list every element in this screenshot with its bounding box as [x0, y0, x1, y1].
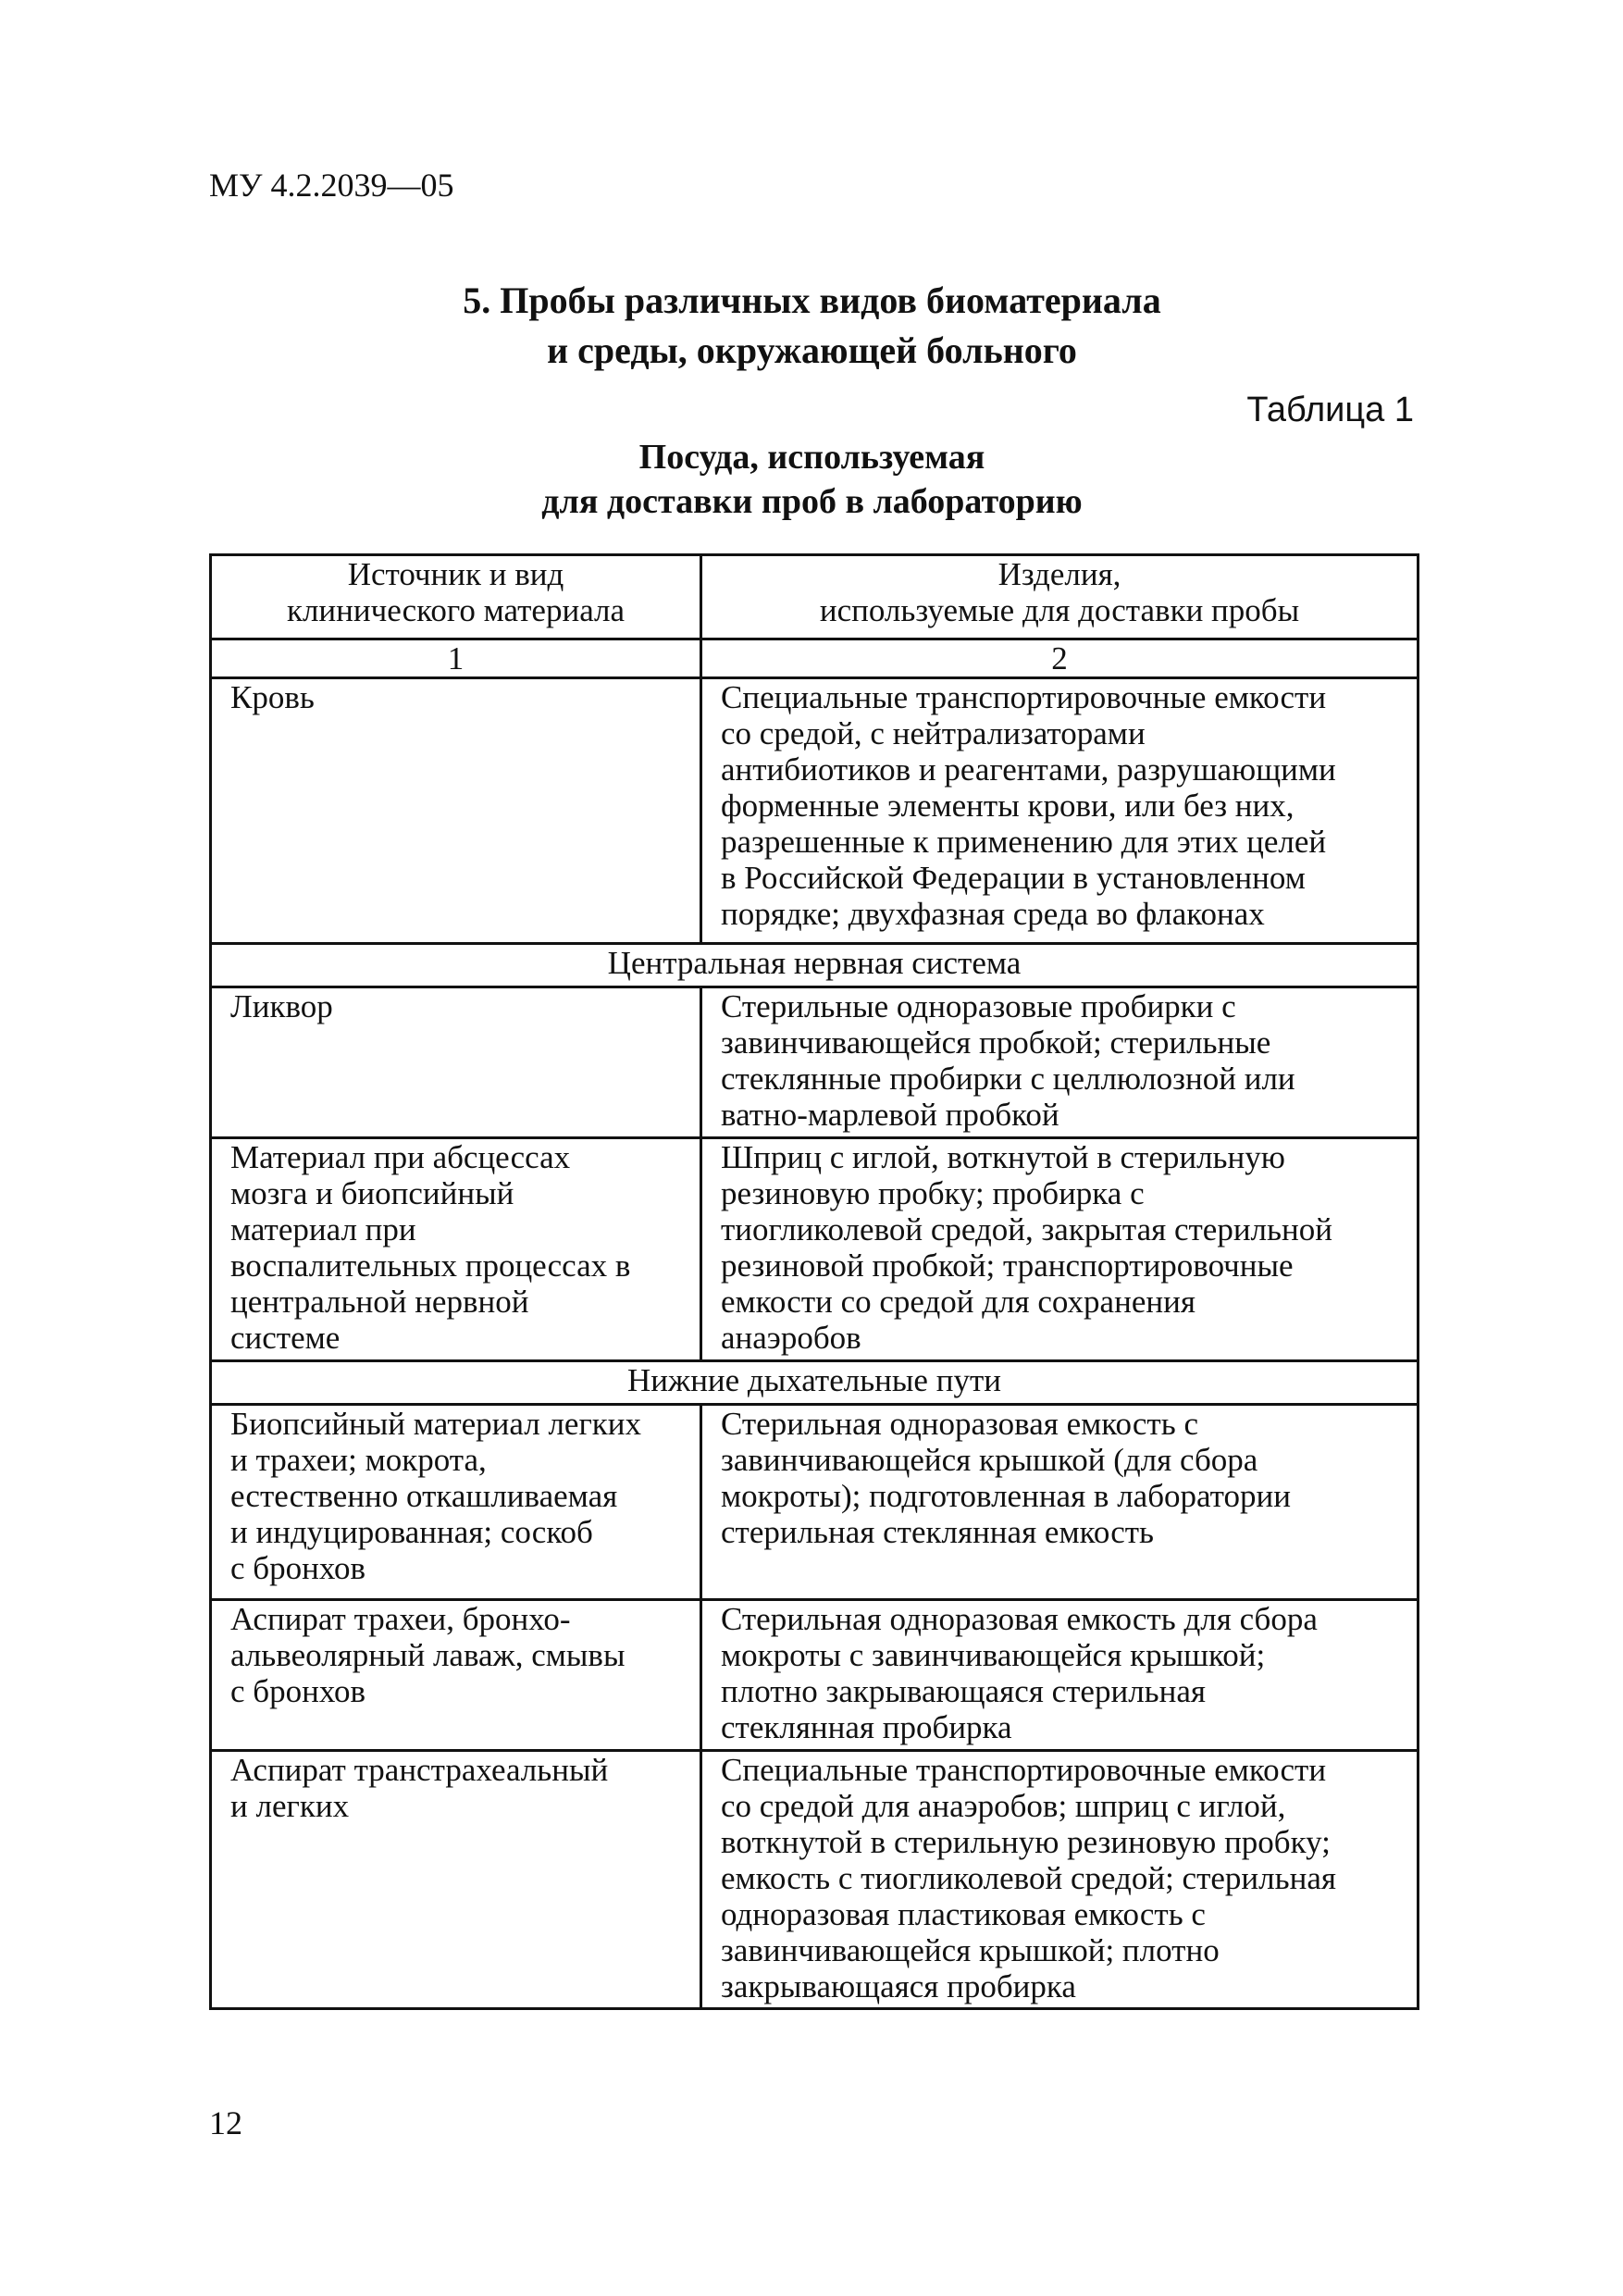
row-items: Шприц с иглой, воткнутой в стерильную резиновую пробку; пробирка с тиогликолевой средой, закрытая стерильной резиновой пробкой; транспортировочные емкости со средой для сохранения анаэробов — [701, 1138, 1419, 1361]
column-number-2: 2 — [701, 639, 1419, 678]
row-source: Материал при абсцессах мозга и биопсийный материал при воспалительных процессах в центральной нервной системе — [211, 1138, 701, 1361]
table-row — [211, 1600, 1419, 1751]
row-items: Стерильная одноразовая емкость для сбора мокроты с завинчивающейся крышкой; плотно закрывающаяся стерильная стеклянная пробирка — [701, 1600, 1419, 1751]
section-label-lower-resp: Нижние дыхательные пути — [211, 1361, 1419, 1405]
row-items: Стерильные одноразовые пробирки с завинчивающейся пробкой; стерильные стеклянные пробирки с целлюлозной или ватно-марлевой пробкой — [701, 987, 1419, 1138]
section-row-cns — [211, 944, 1419, 987]
section-title-line-2: и среды, окружающей больного — [547, 329, 1077, 371]
row-items: Специальные транспортировочные емкости со средой, с нейтрализаторами антибиотиков и реагентами, разрушающими форменные элементы крови, или без них, разрешенные к применению для этих целей в Российской Федерации в установленном порядке; двухфазная среда во флаконах — [701, 678, 1419, 944]
table-number: Таблица 1 — [1246, 391, 1414, 429]
row-source: Аспират транстрахеальный и легких — [211, 1751, 701, 2009]
table-caption-line-2: для доставки проб в лабораторию — [541, 482, 1083, 521]
row-source: Аспират трахеи, бронхо- альвеолярный лаваж, смывы с бронхов — [211, 1600, 701, 1751]
row-items: Специальные транспортировочные емкости со средой для анаэробов; шприц с иглой, воткнутой в стерильную резиновую пробку; емкость с тиогликолевой средой; стерильная одноразовая пластиковая емкость с завинчивающейся крышкой; плотно закрывающаяся пробирка — [701, 1751, 1419, 2009]
header-source: Источник и вид клинического материала — [211, 555, 701, 639]
page-number: 12 — [209, 2104, 242, 2141]
row-source: Кровь — [211, 678, 701, 944]
containers-table — [209, 553, 1419, 2010]
table-row — [211, 1138, 1419, 1361]
document-code: МУ 4.2.2039—05 — [209, 167, 454, 204]
row-source: Ликвор — [211, 987, 701, 1138]
row-items: Стерильная одноразовая емкость с завинчивающейся крышкой (для сбора мокроты); подготовленная в лаборатории стерильная стеклянная емкость — [701, 1405, 1419, 1600]
table-row — [211, 1751, 1419, 2009]
column-number-row — [211, 639, 1419, 678]
table-caption — [209, 435, 1415, 524]
section-title-line-1: 5. Пробы различных видов биоматериала — [463, 279, 1161, 321]
column-number-1: 1 — [211, 639, 701, 678]
section-title — [209, 276, 1415, 376]
table-header-row — [211, 555, 1419, 639]
header-items: Изделия, используемые для доставки пробы — [701, 555, 1419, 639]
section-row-lower-resp — [211, 1361, 1419, 1405]
table-row — [211, 987, 1419, 1138]
table-row — [211, 1405, 1419, 1600]
table-row — [211, 678, 1419, 944]
table-caption-line-1: Посуда, используемая — [638, 438, 985, 477]
row-source: Биопсийный материал легких и трахеи; мокрота, естественно откашливаемая и индуцированная; соскоб с бронхов — [211, 1405, 701, 1600]
section-label-cns: Центральная нервная система — [211, 944, 1419, 987]
